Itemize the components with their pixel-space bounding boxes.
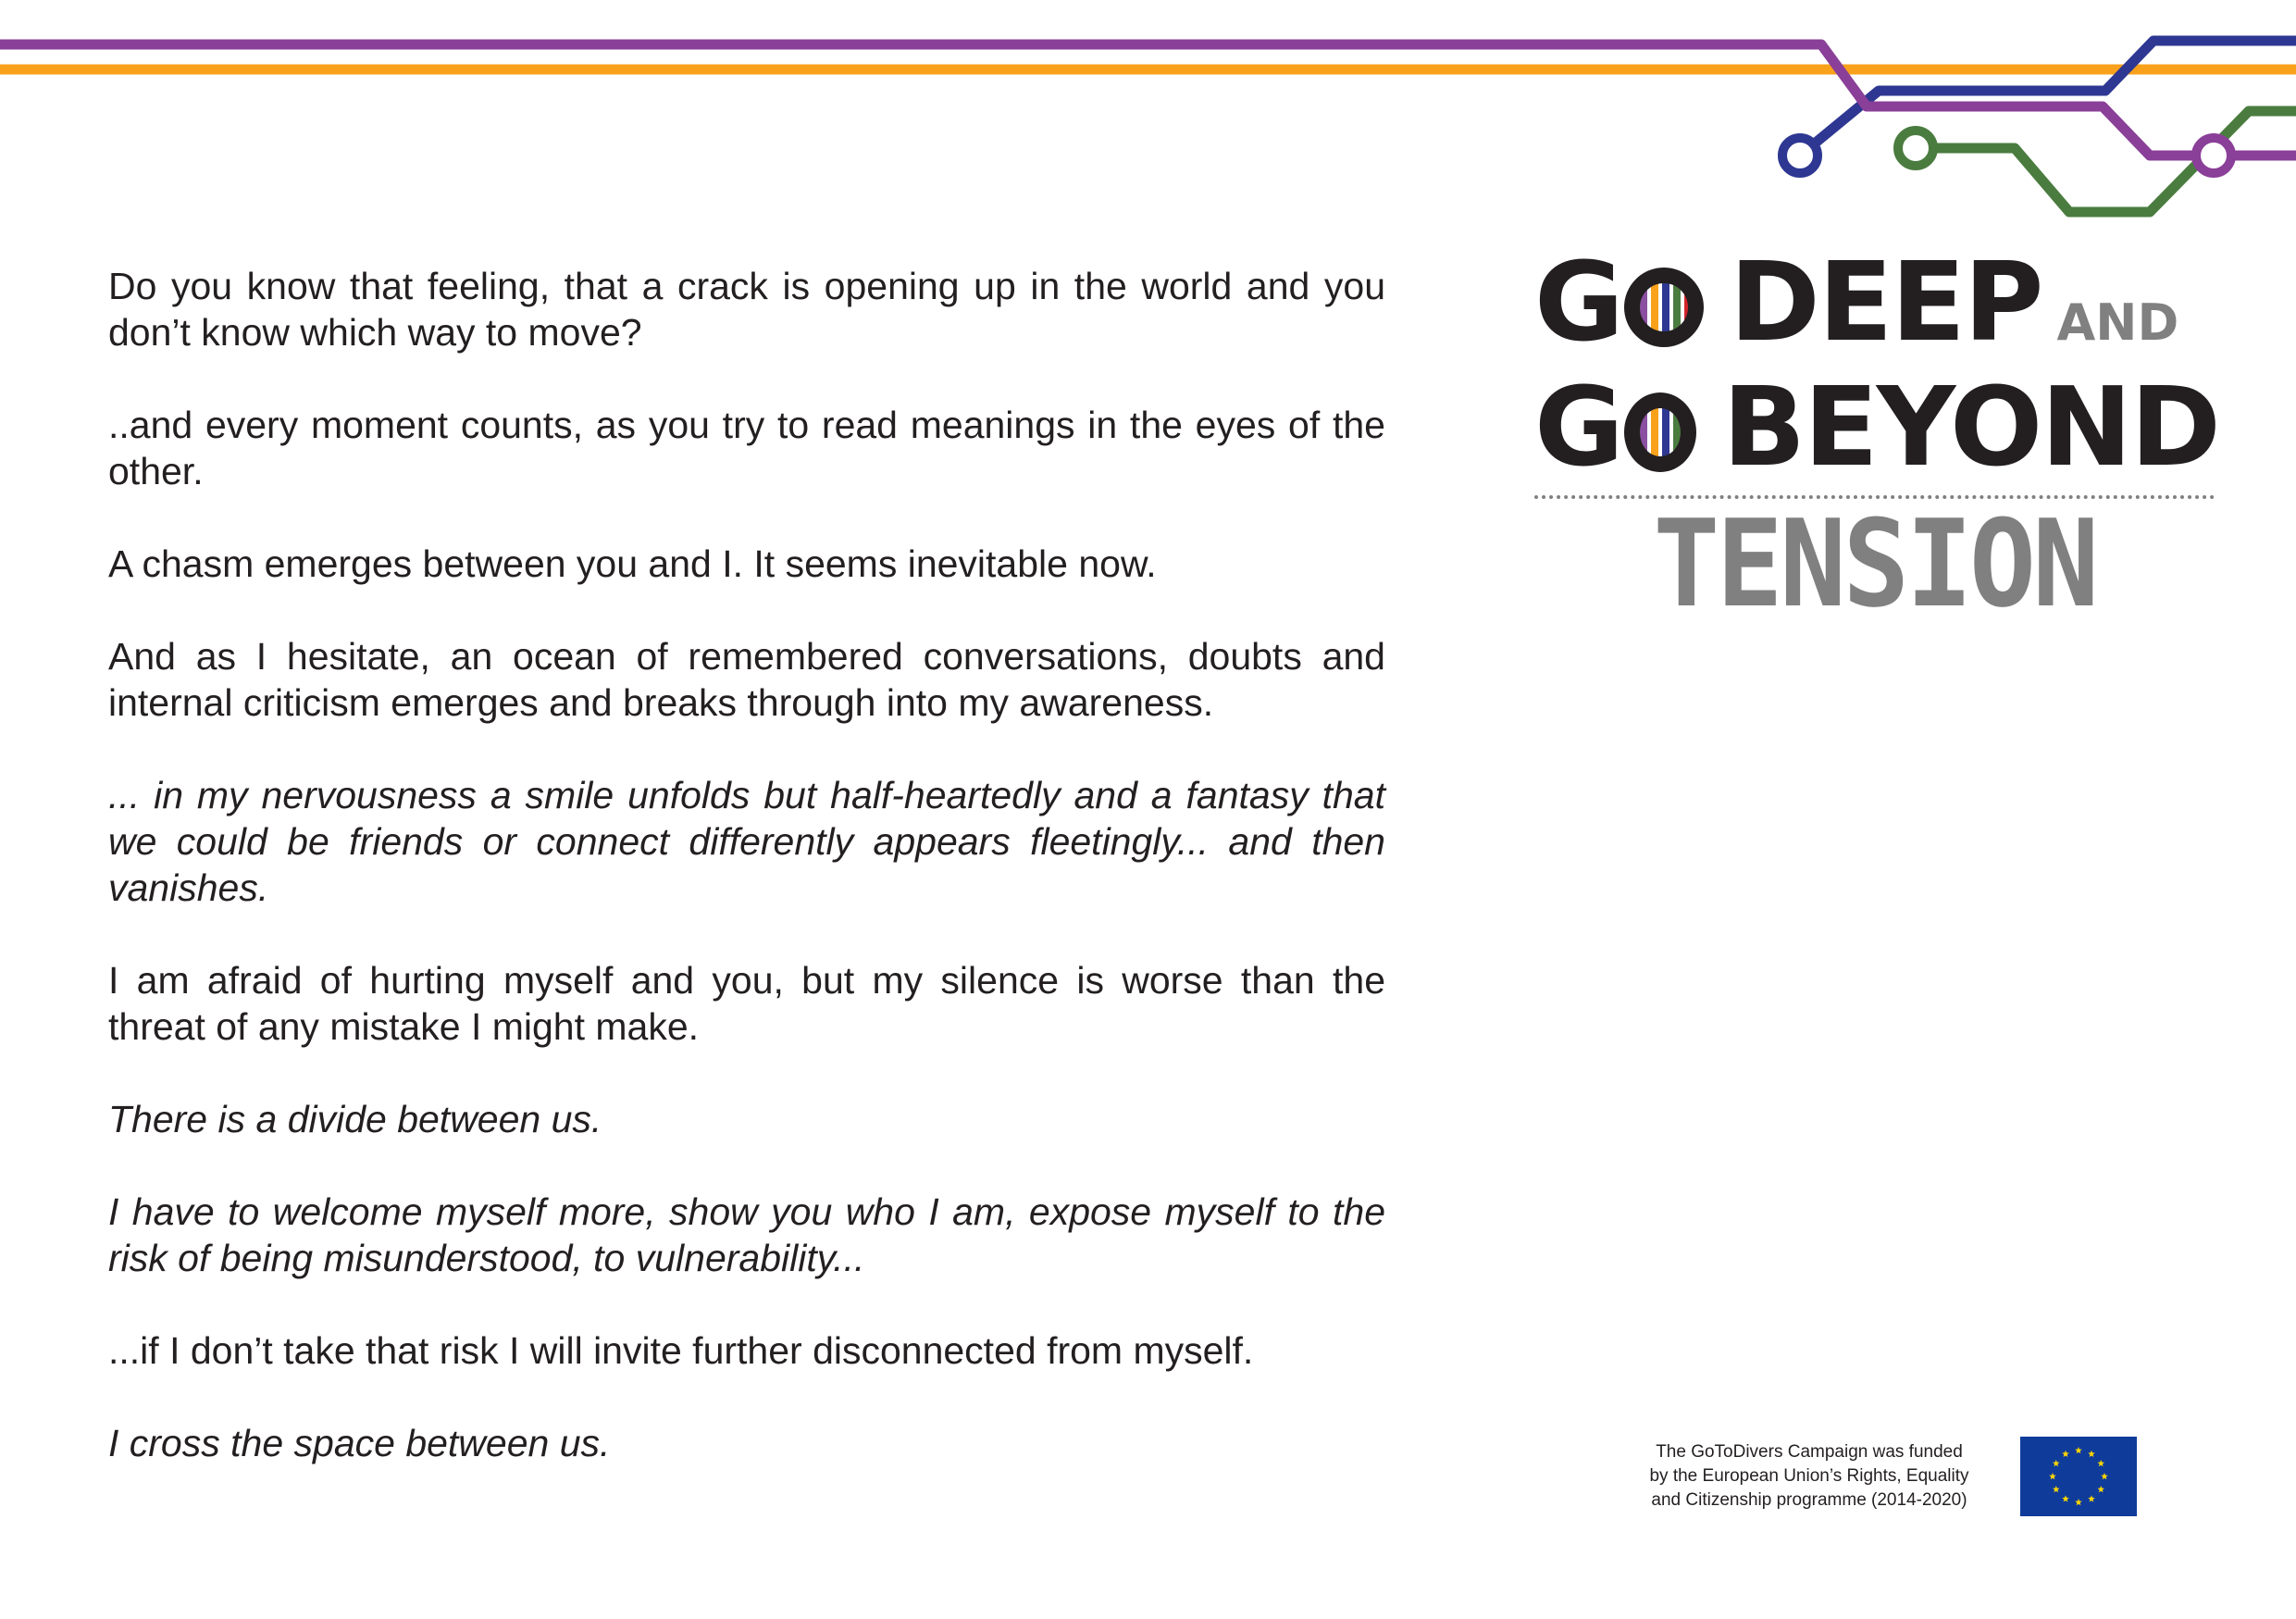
poem-stanza-7: There is a divide between us. [108, 1098, 602, 1140]
navy-station-icon [1782, 138, 1818, 173]
poem-stanza-4: And as I hesitate, an ocean of remembered conversations, doubts and internal criticism emerges and breaks through into my awareness. [108, 635, 1385, 724]
eu-flag-icon [2020, 1437, 2137, 1516]
logo-line-go-deep [1534, 238, 2219, 375]
purple-station-icon [2196, 138, 2231, 173]
campaign-logo [1534, 238, 2219, 634]
funding-line-2: by the European Union’s Rights, Equality [1649, 1466, 1969, 1486]
striped-o-icon [1624, 392, 1696, 472]
poem-stanza-2: ..and every moment counts, as you try to read meanings in the eyes of the other. [108, 404, 1385, 492]
poem-stanza-1: Do you know that feeling, that a crack is opening up in the world and you don’t know which way to move? [108, 265, 1385, 354]
logo-line-go-beyond [1534, 363, 2219, 491]
funding-line-3: and Citizenship programme (2014-2020) [1651, 1490, 1967, 1510]
green-station-icon [1898, 131, 1933, 166]
logo-g: G [1534, 238, 1622, 366]
poem-stanza-5: ... in my nervousness a smile unfolds but half-heartedly and a fantasy that we could be friends or connect differently appears fleetingly... and then vanishes. [108, 774, 1385, 909]
poem-stanza-3: A chasm emerges between you and I. It seems inevitable now. [108, 542, 1157, 585]
metro-lines-decoration [0, 0, 2296, 241]
funding-notice [1615, 1437, 2137, 1516]
poem-stanza-6: I am afraid of hurting myself and you, but my silence is worse than the threat of any mistake I might make. [108, 959, 1385, 1048]
poem-stanza-8: I have to welcome myself more, show you who I am, expose myself to the risk of being misunderstood, to vulnerability... [108, 1190, 1385, 1279]
funding-line-1: The GoToDivers Campaign was funded [1656, 1442, 1963, 1462]
poem-body [108, 263, 1385, 1466]
purple-line [0, 44, 2296, 156]
page-title: TENSION [1653, 493, 2096, 634]
funding-text [1615, 1440, 2004, 1513]
logo-and: AND [2056, 293, 2179, 352]
poem-stanza-10: I cross the space between us. [108, 1422, 611, 1464]
logo-g: G [1534, 363, 1622, 491]
logo-deep: DEEP [1729, 238, 2042, 366]
striped-o-icon [1624, 268, 1704, 347]
logo-beyond: BEYOND [1722, 363, 2219, 491]
poem-stanza-9: ...if I don’t take that risk I will invite further disconnected from myself. [108, 1329, 1254, 1372]
